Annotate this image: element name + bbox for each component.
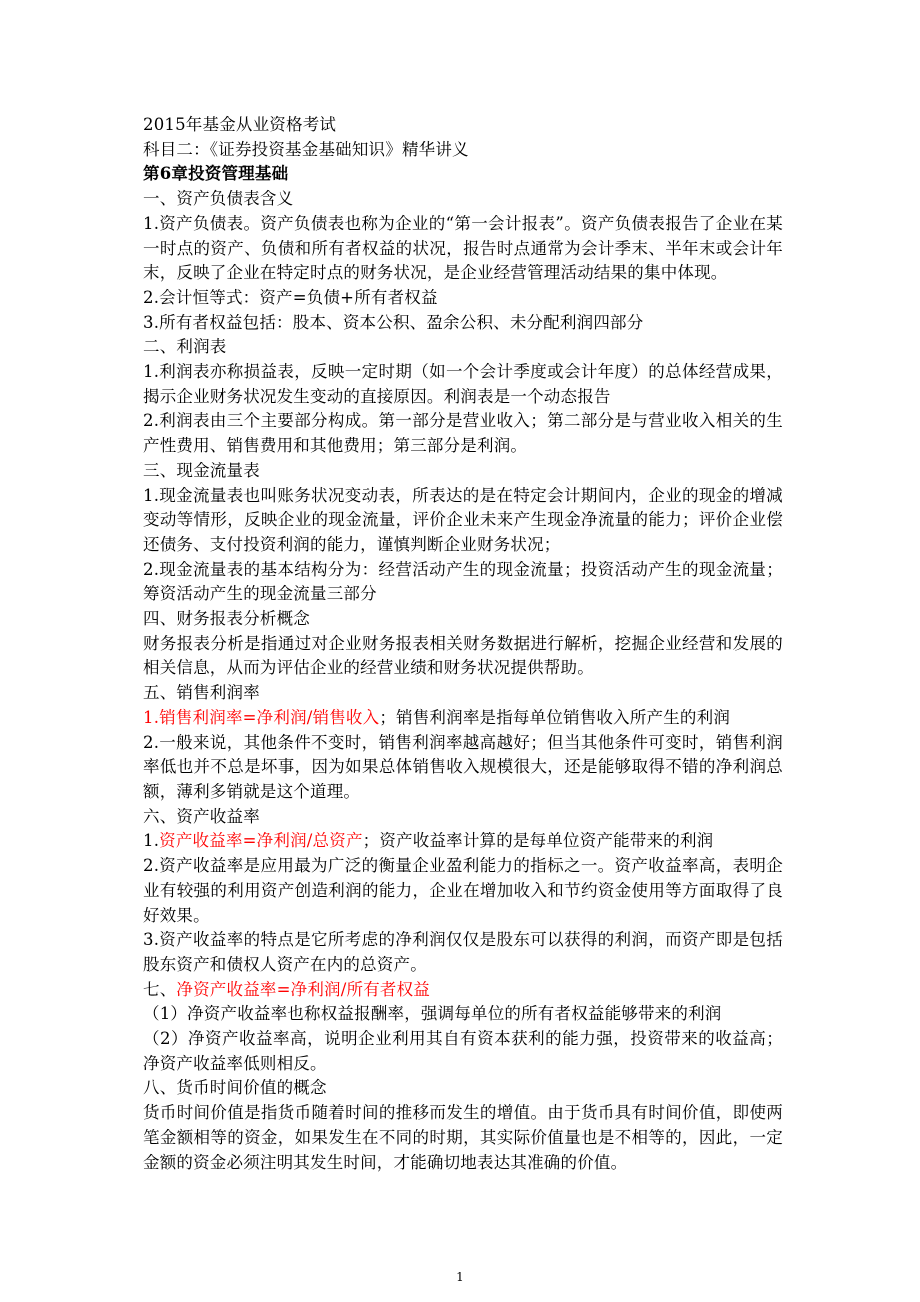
page-number: 1 — [456, 1270, 464, 1284]
paragraph: 1.利润表亦称损益表，反映一定时期（如一个会计季度或会计年度）的总体经营成果，揭示企业财务状况发生变动的直接原因。利润表是一个动态报告 — [143, 362, 783, 406]
chapter-title: 第6章投资管理基础 — [143, 164, 289, 184]
paragraph: 2.会计恒等式：资产=负债+所有者权益 — [143, 287, 438, 307]
paragraph: 2.资产收益率是应用最为广泛的衡量企业盈利能力的指标之一。资产收益率高，表明企业有较强的利用资产创造利润的能力，企业在增加收入和节约资金使用等方面取得了良好效果。 — [143, 856, 783, 925]
paragraph — [143, 829, 783, 854]
paragraph: 货币时间价值是指货币随着时间的推移而发生的增值。由于货币具有时间价值，即使两笔金额相等的资金，如果发生在不同的时期，其实际价值量也是不相等的，因此，一定金额的资金必须注明其发生时间，才能确切地表达其准确的价值。 — [143, 1103, 783, 1172]
section-heading-time-value: 八、货币时间价值的概念 — [143, 1078, 327, 1098]
paragraph: 1.现金流量表也叫账务状况变动表，所表达的是在特定会计期间内，企业的现金的增减变动等情形，反映企业的现金流量，评价企业未来产生现金净流量的能力；评价企业偿还债务、支付投资利润的能力，谨慎判断企业财务状况； — [143, 485, 783, 554]
paragraph: 2.现金流量表的基本结构分为：经营活动产生的现金流量；投资活动产生的现金流量；筹资活动产生的现金流量三部分 — [143, 559, 783, 604]
document-body — [143, 113, 783, 1175]
section-heading-balance-sheet: 一、资产负债表含义 — [143, 189, 294, 209]
paragraph: 3.所有者权益包括：股本、资本公积、盈余公积、未分配利润四部分 — [143, 312, 644, 332]
paragraph: 1.资产负债表。资产负债表也称为企业的“第一会计报表”。资产负债表报告了企业在某一时点的资产、负债和所有者权益的状况，报告时点通常为会计季末、半年末或会计年末，反映了企业在特定时点的财务状况，是企业经营管理活动结果的集中体现。 — [143, 213, 783, 283]
paragraph: 财务报表分析是指通过对企业财务报表相关财务数据进行解析，挖掘企业经营和发展的相关信息，从而为评估企业的经营业绩和财务状况提供帮助。 — [143, 633, 783, 678]
formula-highlight: 1.销售利润率=净利润/销售收入 — [143, 707, 380, 727]
paragraph: （2）净资产收益率高，说明企业利用其自有资本获利的能力强，投资带来的收益高；净资产收益率低则相反。 — [143, 1029, 783, 1073]
section-heading-financial-analysis: 四、财务报表分析概念 — [143, 609, 310, 629]
paragraph: 3.资产收益率的特点是它所考虑的净利润仅仅是股东可以获得的利润，而资产即是包括股东资产和债权人资产在内的总资产。 — [143, 930, 783, 974]
section-heading-roe — [143, 978, 783, 1003]
formula-highlight: 净资产收益率=净利润/所有者权益 — [176, 979, 430, 999]
list-number: 1. — [143, 831, 160, 851]
exam-title: 2015年基金从业资格考试 — [143, 115, 337, 134]
section-heading-cash-flow: 三、现金流量表 — [143, 460, 260, 480]
paragraph: 2.利润表由三个主要部分构成。第一部分是营业收入；第二部分是与营业收入相关的生产性费用、销售费用和其他费用；第三部分是利润。 — [143, 411, 783, 456]
subject-title: 科目二：《证券投资基金基础知识》精华讲义 — [143, 139, 469, 159]
paragraph-text: ；销售利润率是指每单位销售收入所产生的利润 — [379, 707, 731, 727]
paragraph: （1）净资产收益率也称权益报酬率，强调每单位的所有者权益能够带来的利润 — [143, 1004, 722, 1024]
paragraph — [143, 706, 783, 731]
heading-number: 七、 — [143, 979, 177, 999]
formula-highlight: 资产收益率=净利润/总资产 — [159, 831, 363, 851]
section-heading-sales-margin: 五、销售利润率 — [143, 683, 260, 703]
paragraph-text: ；资产收益率计算的是每单位资产能带来的利润 — [362, 831, 714, 851]
section-heading-roa: 六、资产收益率 — [143, 806, 260, 826]
paragraph: 2.一般来说，其他条件不变时，销售利润率越高越好；但当其他条件可变时，销售利润率低也并不总是坏事，因为如果总体销售收入规模很大，还是能够取得不错的净利润总额，薄利多销就是这个道理。 — [143, 732, 783, 801]
section-heading-income-statement: 二、利润表 — [143, 337, 227, 357]
